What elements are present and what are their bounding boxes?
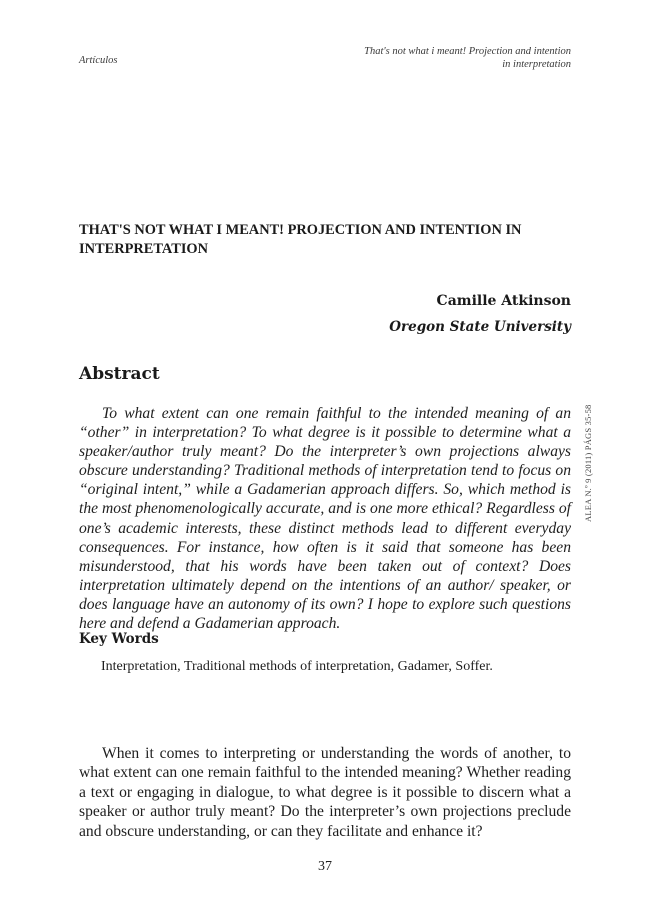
- article-title-line-1: THAT'S NOT WHAT I MEANT! PROJECTION AND INTENTION IN: [79, 222, 522, 238]
- keywords-text: Interpretation, Traditional methods of interpretation, Gadamer, Soffer.: [101, 659, 493, 674]
- running-title-line-1: That's not what i meant! Projection and intention: [364, 46, 571, 57]
- body-paragraph: When it comes to interpreting or understanding the words of another, to what extent can one remain faithful to the intended meaning? Whether reading a text or engaging in dialogue, to what degree is it possible to discern what a speaker or author truly meant? Do the interpreter’s own projections preclude and obscure understanding, or can they facilitate and enhance it?: [79, 745, 571, 840]
- running-title-line-2: in interpretation: [502, 59, 571, 70]
- running-title: [311, 45, 571, 71]
- keywords-heading: Key Words: [79, 631, 159, 647]
- section-label: Artículos: [79, 55, 118, 66]
- author-affiliation: Oregon State University: [389, 319, 571, 335]
- article-title-line-2: INTERPRETATION: [79, 241, 209, 257]
- journal-citation-margin-note: ALEA N.º 9 (2011) PÁGS 35-58: [583, 404, 593, 522]
- abstract-heading: Abstract: [79, 364, 160, 384]
- page-number: 37: [318, 859, 332, 874]
- abstract-text: To what extent can one remain faithful to the intended meaning of an “other” in interpretation? To what degree is it possible to determine what a speaker/author truly meant? Do the interpreter’s own projections always obscure understanding? Traditional methods of interpretation tend to focus on “original intent,” while a Gadamerian approach differs. So, which method is the most phenomenologically accurate, and is one more ethical? Regardless of one’s academic interests, these distinct methods lead to different everyday consequences. For instance, how often is it said that someone has been misunderstood, that his words have been taken out of context? Does interpretation ultimately depend on the intentions of an author/ speaker, or does language have an autonomy of its own? I hope to explore such questions here and defend a Gadamerian approach.: [79, 405, 571, 633]
- article-title: [79, 221, 579, 259]
- author-name: Camille Atkinson: [436, 293, 571, 309]
